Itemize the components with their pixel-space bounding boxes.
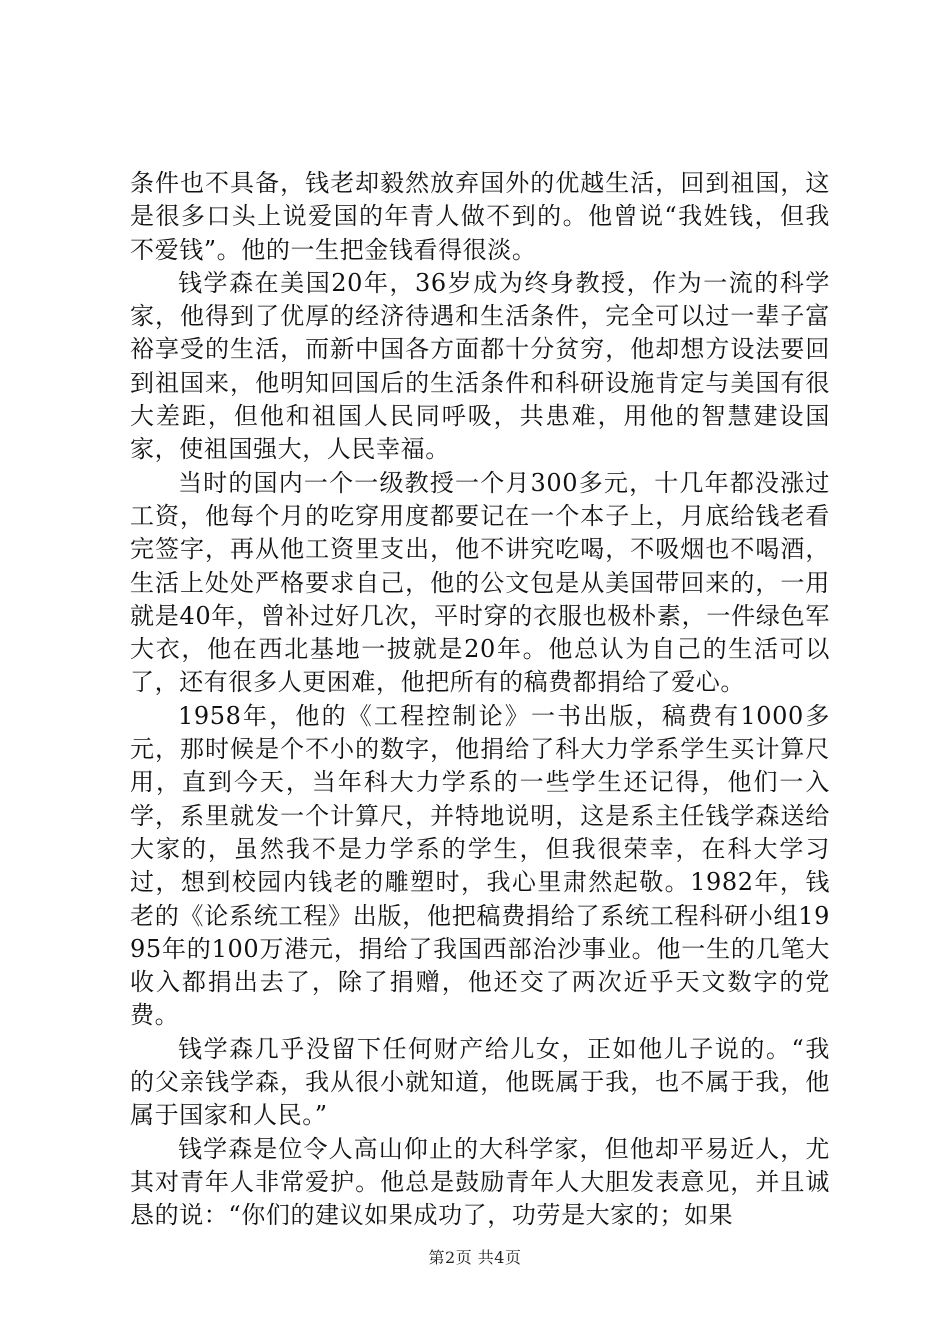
paragraph-5: 钱学森几乎没留下任何财产给儿女，正如他儿子说的。“我的父亲钱学森，我从很小就知道，他既属于我，也不属于我，他属于国家和人民。” [130,1034,830,1130]
paragraph-3: 当时的国内一个一级教授一个月300多元，十几年都没涨过工资，他每个月的吃穿用度都要记在一个本子上，月底给钱老看完签字，再从他工资里支出，他不讲究吃喝，不吸烟也不喝酒，生活上处处严格要求自己，他的公文包是从美国带回来的，一用就是40年，曾补过好几次，平时穿的衣服也极朴素，一件绿色军大衣，他在西北基地一披就是20年。他总认为自己的生活可以了，还有很多人更困难，他把所有的稿费都捐给了爱心。 [130,468,830,697]
paragraph-2: 钱学森在美国20年，36岁成为终身教授，作为一流的科学家，他得到了优厚的经济待遇和生活条件，完全可以过一辈子富裕享受的生活，而新中国各方面都十分贫穷，他却想方设法要回到祖国来，他明知回国后的生活条件和科研设施肯定与美国有很大差距，但他和祖国人民同呼吸，共患难，用他的智慧建设国家，使祖国强大，人民幸福。 [130,268,830,464]
body-text [130,167,830,1233]
paragraph-1: 条件也不具备，钱老却毅然放弃国外的优越生活，回到祖国，这是很多口头上说爱国的年青人做不到的。他曾说“我姓钱，但我不爱钱”。他的一生把金钱看得很淡。 [130,169,830,264]
page-number-footer: 第2页 共4页 [428,1248,522,1267]
paragraph-6: 钱学森是位令人高山仰止的大科学家，但他却平易近人，尤其对青年人非常爱护。他总是鼓励青年人大胆发表意见，并且诚恳的说：“你们的建议如果成功了，功劳是大家的；如果 [130,1134,830,1230]
paragraph-4: 1958年，他的《工程控制论》一书出版，稿费有1000多元，那时候是个不小的数字，他捐给了科大力学系学生买计算尺用，直到今天，当年科大力学系的一些学生还记得，他们一入学，系里就发一个计算尺，并特地说明，这是系主任钱学森送给大家的，虽然我不是力学系的学生，但我很荣幸，在科大学习过，想到校园内钱老的雕塑时，我心里肃然起敬。1982年，钱老的《论系统工程》出版，他把稿费捐给了系统工程科研小组1995年的100万港元，捐给了我国西部治沙事业。他一生的几笔大收入都捐出去了，除了捐赠，他还交了两次近乎天文数字的党费。 [130,701,830,1030]
